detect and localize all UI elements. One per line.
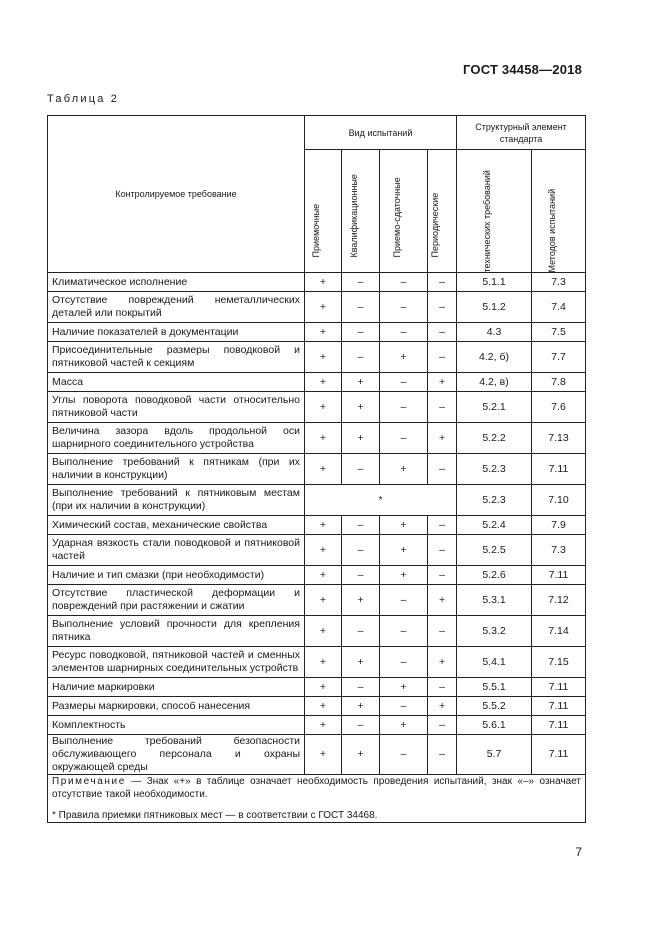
mark-cell: – <box>380 616 428 647</box>
merged-mark-cell: * <box>305 485 457 516</box>
mark-cell: + <box>305 273 342 292</box>
mark-cell: + <box>428 647 457 678</box>
mark-cell: – <box>428 678 457 697</box>
mark-cell: + <box>305 585 342 616</box>
clause-cell: 5.5.1 <box>457 678 532 697</box>
method-cell: 7.15 <box>532 647 586 678</box>
mark-cell: + <box>342 423 380 454</box>
requirements-table <box>47 115 586 823</box>
method-cell: 7.3 <box>532 273 586 292</box>
table-row <box>48 647 586 678</box>
mark-cell: – <box>380 735 428 775</box>
mark-cell: + <box>305 616 342 647</box>
mark-cell: – <box>428 454 457 485</box>
clause-cell: 5.2.3 <box>457 485 532 516</box>
requirement-cell: Комплектность <box>48 716 305 735</box>
mark-cell: – <box>380 323 428 342</box>
method-cell: 7.11 <box>532 697 586 716</box>
requirement-cell: Выполнение требований к пятникам (при их наличии в конструкции) <box>48 454 305 485</box>
clause-cell: 5.1.2 <box>457 292 532 323</box>
mark-cell: – <box>342 273 380 292</box>
method-cell: 7.11 <box>532 735 586 775</box>
mark-cell: – <box>380 392 428 423</box>
table-row <box>48 535 586 566</box>
method-cell: 7.10 <box>532 485 586 516</box>
mark-cell: + <box>305 323 342 342</box>
mark-cell: + <box>305 716 342 735</box>
column-header-technical-requirements: технических требований <box>457 150 532 273</box>
clause-cell: 5.2.6 <box>457 566 532 585</box>
mark-cell: – <box>342 516 380 535</box>
mark-cell: + <box>428 697 457 716</box>
mark-cell: – <box>342 716 380 735</box>
mark-cell: + <box>305 454 342 485</box>
page-number: 7 <box>575 845 582 859</box>
mark-cell: + <box>428 373 457 392</box>
clause-cell: 4.2, в) <box>457 373 532 392</box>
mark-cell: – <box>380 647 428 678</box>
clause-cell: 5.2.4 <box>457 516 532 535</box>
requirement-cell: Выполнение требований безопасности обслуживающего персонала и охраны окружающей среды <box>48 735 305 775</box>
table-note <box>48 775 586 823</box>
mark-cell: + <box>305 566 342 585</box>
mark-cell: + <box>305 735 342 775</box>
clause-cell: 5.6.1 <box>457 716 532 735</box>
clause-cell: 5.3.1 <box>457 585 532 616</box>
requirement-cell: Углы поворота поводковой части относительно пятниковой части <box>48 392 305 423</box>
requirement-cell: Наличие и тип смазки (при необходимости) <box>48 566 305 585</box>
clause-cell: 5.2.1 <box>457 392 532 423</box>
requirement-cell: Отсутствие пластической деформации и повреждений при растяжении и сжатии <box>48 585 305 616</box>
mark-cell: + <box>305 516 342 535</box>
note-text: — Знак «+» в таблице означает необходимость проведения испытаний, знак «–» означает отсутствие такой необходимости. <box>52 776 582 800</box>
clause-cell: 4.3 <box>457 323 532 342</box>
mark-cell: – <box>342 566 380 585</box>
clause-cell: 5.2.3 <box>457 454 532 485</box>
mark-cell: – <box>380 423 428 454</box>
mark-cell: + <box>380 566 428 585</box>
table-row <box>48 697 586 716</box>
column-header-acceptance-delivery: Приемо-сдаточные <box>380 150 428 273</box>
method-cell: 7.6 <box>532 392 586 423</box>
requirement-cell: Химический состав, механические свойства <box>48 516 305 535</box>
mark-cell: + <box>342 647 380 678</box>
mark-cell: + <box>380 454 428 485</box>
requirement-cell: Присоединительные размеры поводковой и пятниковой частей к секциям <box>48 342 305 373</box>
requirement-cell: Ударная вязкость стали поводковой и пятниковой частей <box>48 535 305 566</box>
column-header-requirement: Контролируемое требование <box>48 116 305 273</box>
column-header-test-methods: Методов испытаний <box>532 150 586 273</box>
mark-cell: – <box>428 392 457 423</box>
table-note-row <box>48 775 586 823</box>
mark-cell: – <box>342 535 380 566</box>
method-cell: 7.11 <box>532 678 586 697</box>
table-row <box>48 485 586 516</box>
method-cell: 7.11 <box>532 454 586 485</box>
method-cell: 7.12 <box>532 585 586 616</box>
mark-cell: + <box>342 373 380 392</box>
column-header-periodic: Периодические <box>428 150 457 273</box>
table-row <box>48 373 586 392</box>
mark-cell: – <box>428 566 457 585</box>
method-cell: 7.8 <box>532 373 586 392</box>
method-cell: 7.14 <box>532 616 586 647</box>
requirement-cell: Ресурс поводковой, пятниковой частей и сменных элементов шарнирных соединительных устройств <box>48 647 305 678</box>
mark-cell: + <box>428 423 457 454</box>
requirement-cell: Выполнение требований к пятниковым местам (при их наличии в конструкции) <box>48 485 305 516</box>
table-row <box>48 566 586 585</box>
column-group-structural-element: Структурный элемент стандарта <box>457 116 586 150</box>
requirement-cell: Масса <box>48 373 305 392</box>
column-group-test-types: Вид испытаний <box>305 116 457 150</box>
clause-cell: 5.4.1 <box>457 647 532 678</box>
mark-cell: – <box>380 292 428 323</box>
method-cell: 7.11 <box>532 716 586 735</box>
requirement-cell: Выполнение условий прочности для крепления пятника <box>48 616 305 647</box>
clause-cell: 4.2, б) <box>457 342 532 373</box>
table-row <box>48 678 586 697</box>
method-cell: 7.9 <box>532 516 586 535</box>
requirement-cell: Величина зазора вдоль продольной оси шарнирного соединительного устройства <box>48 423 305 454</box>
mark-cell: – <box>342 678 380 697</box>
table-row <box>48 516 586 535</box>
table-row <box>48 585 586 616</box>
mark-cell: + <box>305 392 342 423</box>
requirement-cell: Наличие показателей в документации <box>48 323 305 342</box>
mark-cell: + <box>305 697 342 716</box>
mark-cell: – <box>428 716 457 735</box>
mark-cell: + <box>342 585 380 616</box>
requirement-cell: Размеры маркировки, способ нанесения <box>48 697 305 716</box>
mark-cell: + <box>305 423 342 454</box>
mark-cell: + <box>342 697 380 716</box>
mark-cell: – <box>342 342 380 373</box>
mark-cell: + <box>305 342 342 373</box>
method-cell: 7.3 <box>532 535 586 566</box>
table-row <box>48 735 586 775</box>
mark-cell: – <box>428 516 457 535</box>
mark-cell: + <box>428 585 457 616</box>
method-cell: 7.11 <box>532 566 586 585</box>
requirement-cell: Климатическое исполнение <box>48 273 305 292</box>
mark-cell: + <box>305 678 342 697</box>
table-caption: Таблица 2 <box>47 93 120 105</box>
mark-cell: + <box>380 342 428 373</box>
mark-cell: + <box>305 647 342 678</box>
table-row <box>48 716 586 735</box>
column-header-acceptance: Приемочные <box>305 150 342 273</box>
mark-cell: + <box>342 392 380 423</box>
table-row <box>48 423 586 454</box>
mark-cell: – <box>428 273 457 292</box>
mark-cell: + <box>305 535 342 566</box>
mark-cell: – <box>428 616 457 647</box>
table-row <box>48 342 586 373</box>
column-header-qualification: Квалификационные <box>342 150 380 273</box>
table-row <box>48 454 586 485</box>
mark-cell: – <box>380 273 428 292</box>
mark-cell: – <box>380 697 428 716</box>
method-cell: 7.4 <box>532 292 586 323</box>
mark-cell: + <box>380 535 428 566</box>
method-cell: 7.7 <box>532 342 586 373</box>
mark-cell: – <box>428 735 457 775</box>
clause-cell: 5.5.2 <box>457 697 532 716</box>
mark-cell: – <box>428 535 457 566</box>
mark-cell: + <box>305 292 342 323</box>
mark-cell: – <box>342 454 380 485</box>
requirement-cell: Отсутствие повреждений неметаллических деталей или покрытий <box>48 292 305 323</box>
mark-cell: + <box>380 678 428 697</box>
note-label: Примечание <box>52 776 126 787</box>
clause-cell: 5.1.1 <box>457 273 532 292</box>
table-row <box>48 392 586 423</box>
clause-cell: 5.2.2 <box>457 423 532 454</box>
mark-cell: – <box>380 585 428 616</box>
mark-cell: + <box>380 716 428 735</box>
mark-cell: – <box>342 616 380 647</box>
table-row <box>48 323 586 342</box>
mark-cell: – <box>380 373 428 392</box>
mark-cell: – <box>342 292 380 323</box>
mark-cell: – <box>428 323 457 342</box>
mark-cell: – <box>428 342 457 373</box>
mark-cell: + <box>305 373 342 392</box>
table-footnote: * Правила приемки пятниковых мест — в соответствии с ГОСТ 34468. <box>52 810 378 821</box>
method-cell: 7.5 <box>532 323 586 342</box>
mark-cell: + <box>342 735 380 775</box>
table-row <box>48 292 586 323</box>
clause-cell: 5.3.2 <box>457 616 532 647</box>
mark-cell: – <box>342 323 380 342</box>
clause-cell: 5.2.5 <box>457 535 532 566</box>
table-row <box>48 273 586 292</box>
mark-cell: + <box>380 516 428 535</box>
requirement-cell: Наличие маркировки <box>48 678 305 697</box>
method-cell: 7.13 <box>532 423 586 454</box>
table-row <box>48 616 586 647</box>
mark-cell: – <box>428 292 457 323</box>
clause-cell: 5.7 <box>457 735 532 775</box>
document-id: ГОСТ 34458—2018 <box>463 62 582 77</box>
